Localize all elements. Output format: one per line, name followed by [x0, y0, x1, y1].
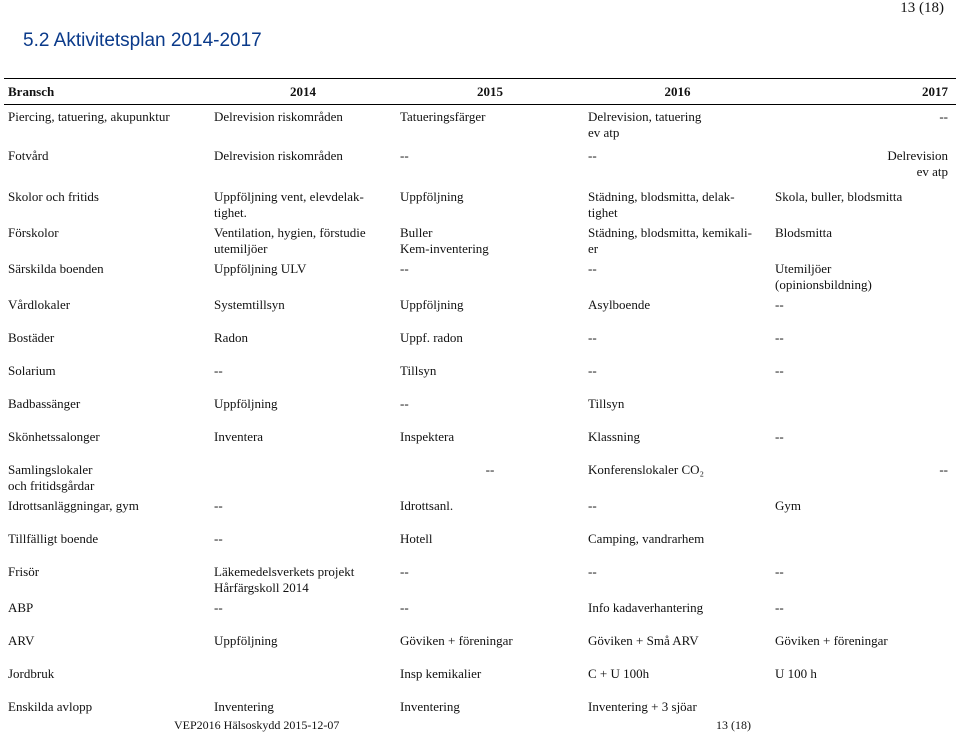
- table-cell: [210, 458, 396, 494]
- header-row: [4, 79, 956, 105]
- header-2014: 2014: [210, 79, 396, 105]
- table-cell: Uppföljning: [400, 188, 464, 204]
- table-cell: --: [588, 329, 597, 345]
- row-label-cell: Idrottsanläggningar, gym: [8, 497, 139, 513]
- header-2016: 2016: [584, 79, 771, 105]
- row-label-cell: Piercing, tatuering, akupunktur: [8, 109, 170, 124]
- table-row: [4, 560, 956, 596]
- row-label-cell: Särskilda boenden: [8, 260, 104, 276]
- table-cell: Klassning: [588, 428, 640, 444]
- table-cell: --: [775, 599, 784, 615]
- table-cell: Göviken + Små ARV: [588, 632, 699, 648]
- table-cell: --: [400, 147, 409, 163]
- table-cell: --: [775, 428, 784, 444]
- table-header: [4, 79, 956, 105]
- table-cell: Uppföljning ULV: [214, 260, 307, 276]
- table-cell: Delrevision, tatuering ev atp: [588, 109, 702, 140]
- table-cell: Skola, buller, blodsmitta: [775, 188, 903, 204]
- table-row: [4, 105, 956, 144]
- table-row: [4, 185, 956, 221]
- row-label-cell: Fotvård: [8, 147, 49, 163]
- table-cell: Blodsmitta: [775, 224, 833, 240]
- row-label-cell: Frisör: [8, 563, 40, 579]
- table-cell: [210, 662, 396, 695]
- table-cell: Asylboende: [588, 296, 651, 312]
- table-cell: Ventilation, hygien, förstudie utemiljöer: [214, 224, 366, 256]
- row-label-cell: Enskilda avlopp: [8, 698, 93, 714]
- table-cell: Hotell: [400, 530, 433, 546]
- table-cell: Uppf. radon: [400, 329, 463, 345]
- header-2015: 2015: [396, 79, 584, 105]
- table-row: [4, 257, 956, 293]
- table-cell: Utemiljöer (opinionsbildning): [775, 260, 872, 292]
- row-label-cell: Jordbruk: [8, 665, 55, 681]
- footer-document-info: VEP2016 Hälsoskydd 2015-12-07: [174, 718, 340, 732]
- table-row: [4, 293, 956, 326]
- table-cell: --: [775, 296, 784, 312]
- row-label-cell: Samlingslokaler och fritidsgårdar: [8, 461, 95, 493]
- table-cell: Idrottsanl.: [400, 497, 454, 513]
- table-cell: --: [400, 563, 409, 579]
- table-row: [4, 425, 956, 458]
- table-cell: Delrevision riskområden: [214, 109, 343, 124]
- row-label-cell: ARV: [8, 632, 35, 648]
- table-row: [4, 629, 956, 662]
- table-cell: Inventering: [214, 698, 274, 714]
- page-number: 13 (18): [900, 0, 944, 16]
- table-cell: Uppföljning: [214, 632, 278, 648]
- table-cell: --: [214, 362, 223, 378]
- row-label-cell: Förskolor: [8, 224, 59, 240]
- table-cell: --: [214, 497, 223, 513]
- footer-page-number: 13 (18): [716, 718, 751, 732]
- header-2017: 2017: [771, 79, 956, 105]
- row-label-cell: Tillfälligt boende: [8, 530, 99, 546]
- table-row: [4, 695, 956, 728]
- table-cell: Tillsyn: [588, 395, 625, 411]
- table-cell: --: [588, 563, 597, 579]
- table-cell: Uppföljning: [214, 395, 278, 411]
- table-cell: C + U 100h: [588, 665, 650, 681]
- table-cell: Inspektera: [400, 428, 455, 444]
- table-cell: Delrevision riskområden: [214, 147, 343, 163]
- table-cell: Camping, vandrarhem: [588, 530, 705, 546]
- table-cell: Göviken + föreningar: [775, 632, 888, 648]
- table-cell: [771, 695, 956, 728]
- table-cell: Systemtillsyn: [214, 296, 285, 312]
- table-cell: Buller Kem-inventering: [400, 224, 489, 256]
- table-cell: --: [775, 329, 784, 345]
- table-row: [4, 392, 956, 425]
- table-cell: U 100 h: [775, 665, 817, 681]
- table-cell: [771, 527, 956, 560]
- table-row: [4, 359, 956, 392]
- activity-plan-table: [4, 78, 956, 728]
- table-cell: --: [588, 147, 597, 163]
- table-cell: --: [775, 362, 784, 378]
- table-cell: Uppföljning vent, elevdelak- tighet.: [214, 188, 364, 220]
- table-cell: Läkemedelsverkets projekt Hårfärgskoll 2014: [214, 563, 355, 595]
- table-cell: Radon: [214, 329, 248, 345]
- table-row: [4, 527, 956, 560]
- table-row: [4, 662, 956, 695]
- section-heading: 5.2 Aktivitetsplan 2014-2017: [23, 30, 262, 51]
- table-cell: --: [400, 395, 409, 411]
- table-row: [4, 144, 956, 185]
- row-label-cell: Bostäder: [8, 329, 55, 345]
- table-cell: Konferenslokaler CO₂: [588, 461, 705, 477]
- row-label-cell: Skönhetssalonger: [8, 428, 100, 444]
- table-cell: Inventera: [214, 428, 264, 444]
- row-label-cell: Solarium: [8, 362, 56, 378]
- table-cell: Delrevision ev atp: [887, 147, 948, 179]
- table-cell: Insp kemikalier: [400, 665, 482, 681]
- table-cell: Inventering: [400, 698, 460, 714]
- header-bransch: Bransch: [4, 79, 210, 105]
- table-cell: Tillsyn: [400, 362, 437, 378]
- table-cell: --: [588, 260, 597, 276]
- table-cell: --: [775, 563, 784, 579]
- table-row: [4, 221, 956, 257]
- table-cell: Städning, blodsmitta, kemikali- er: [588, 224, 752, 256]
- table-cell: --: [400, 599, 409, 615]
- table-body: [4, 105, 956, 728]
- row-label-cell: Skolor och fritids: [8, 188, 99, 204]
- table-cell: --: [214, 530, 223, 546]
- table-cell: --: [588, 497, 597, 513]
- table-cell: Inventering + 3 sjöar: [588, 698, 697, 714]
- table-cell: [771, 392, 956, 425]
- row-label-cell: ABP: [8, 599, 34, 615]
- table-row: [4, 494, 956, 527]
- table-cell: Göviken + föreningar: [400, 632, 513, 648]
- table-cell: --: [485, 461, 495, 477]
- table-cell: --: [588, 362, 597, 378]
- table-cell: --: [214, 599, 223, 615]
- table-cell: Tatueringsfärger: [400, 109, 486, 124]
- row-label-cell: Badbassänger: [8, 395, 81, 411]
- row-label-cell: Vårdlokaler: [8, 296, 71, 312]
- table-row: [4, 458, 956, 494]
- table-cell: Städning, blodsmitta, delak- tighet: [588, 188, 735, 220]
- table-row: [4, 596, 956, 629]
- table-cell: --: [939, 109, 948, 124]
- table-cell: Info kadaverhantering: [588, 599, 704, 615]
- table-cell: Gym: [775, 497, 801, 513]
- table-cell: --: [400, 260, 409, 276]
- table-cell: Uppföljning: [400, 296, 464, 312]
- table-cell: --: [939, 461, 948, 477]
- table-row: [4, 326, 956, 359]
